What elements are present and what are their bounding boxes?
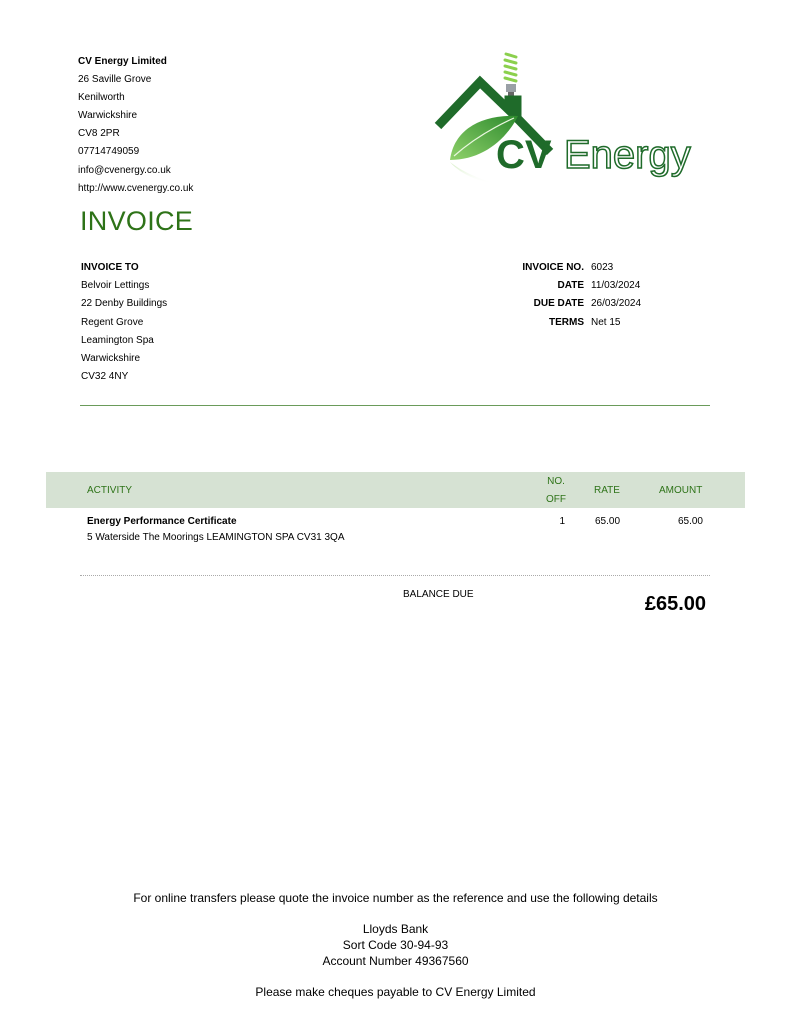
company-website: http://www.cvenergy.co.uk xyxy=(78,182,194,194)
line-item-qty: 1 xyxy=(559,516,565,527)
account-number: Account Number 49367560 xyxy=(322,954,469,968)
logo-text-energy: Energy xyxy=(564,133,691,177)
column-header-activity: ACTIVITY xyxy=(87,485,133,496)
line-item-description: 5 Waterside The Moorings LEAMINGTON SPA CV31 3QA xyxy=(87,532,345,543)
invoice-number: 6023 xyxy=(591,262,614,273)
invoice-meta xyxy=(480,259,641,332)
company-address-block xyxy=(78,53,193,198)
logo-text-cv: CV xyxy=(496,133,552,177)
meta-label: INVOICE NO. xyxy=(522,262,584,273)
meta-row-date xyxy=(480,277,641,295)
company-phone: 07714749059 xyxy=(78,146,140,158)
line-item-amount: 65.00 xyxy=(677,516,703,527)
bill-to-line: 22 Denby Buildings xyxy=(81,298,168,310)
house-leaf-bulb-icon xyxy=(432,48,707,188)
table-header xyxy=(46,472,745,508)
column-header-rate: RATE xyxy=(594,485,620,496)
balance-due-amount: £65.00 xyxy=(644,593,706,615)
column-header-amount: AMOUNT xyxy=(659,485,703,496)
sort-code: Sort Code 30-94-93 xyxy=(342,938,449,952)
meta-row-terms xyxy=(480,314,641,332)
balance-due-label: BALANCE DUE xyxy=(403,589,474,600)
bill-to-heading: INVOICE TO xyxy=(81,262,139,273)
column-header-qty-line2: OFF xyxy=(546,494,566,505)
bill-to-line: Warwickshire xyxy=(81,353,141,365)
terms: Net 15 xyxy=(591,316,621,328)
column-header-qty-line1: NO. xyxy=(547,476,565,487)
bill-to-line: CV32 4NY xyxy=(81,371,129,383)
company-logo xyxy=(432,48,707,188)
meta-label: TERMS xyxy=(549,316,584,328)
company-name: CV Energy Limited xyxy=(78,56,167,67)
table-row xyxy=(87,514,707,546)
totals-divider xyxy=(80,575,710,576)
bill-to-line: Belvoir Lettings xyxy=(81,280,150,292)
bank-name: Lloyds Bank xyxy=(362,922,429,936)
meta-label: DUE DATE xyxy=(533,298,584,310)
payment-instructions: For online transfers please quote the invoice number as the reference and use the following details xyxy=(133,891,658,905)
company-address-line: Kenilworth xyxy=(78,92,125,104)
bill-to-line: Regent Grove xyxy=(81,316,144,328)
company-address-line: Warwickshire xyxy=(78,110,138,122)
company-address-line: 26 Saville Grove xyxy=(78,74,152,86)
due-date: 26/03/2024 xyxy=(591,298,642,310)
bill-to-block xyxy=(81,259,167,386)
section-divider xyxy=(80,405,710,406)
company-postcode: CV8 2PR xyxy=(78,128,120,140)
cheque-instructions: Please make cheques payable to CV Energy Limited xyxy=(255,985,536,999)
meta-row-due-date xyxy=(480,295,641,313)
page-title: INVOICE xyxy=(80,206,194,236)
company-email: info@cvenergy.co.uk xyxy=(78,164,171,176)
invoice-date: 11/03/2024 xyxy=(591,280,641,292)
meta-label: DATE xyxy=(557,280,584,292)
line-item-rate: 65.00 xyxy=(595,516,621,527)
line-item-activity: Energy Performance Certificate xyxy=(87,516,237,527)
meta-row-invoice-no xyxy=(480,259,641,277)
bill-to-line: Leamington Spa xyxy=(81,334,154,346)
